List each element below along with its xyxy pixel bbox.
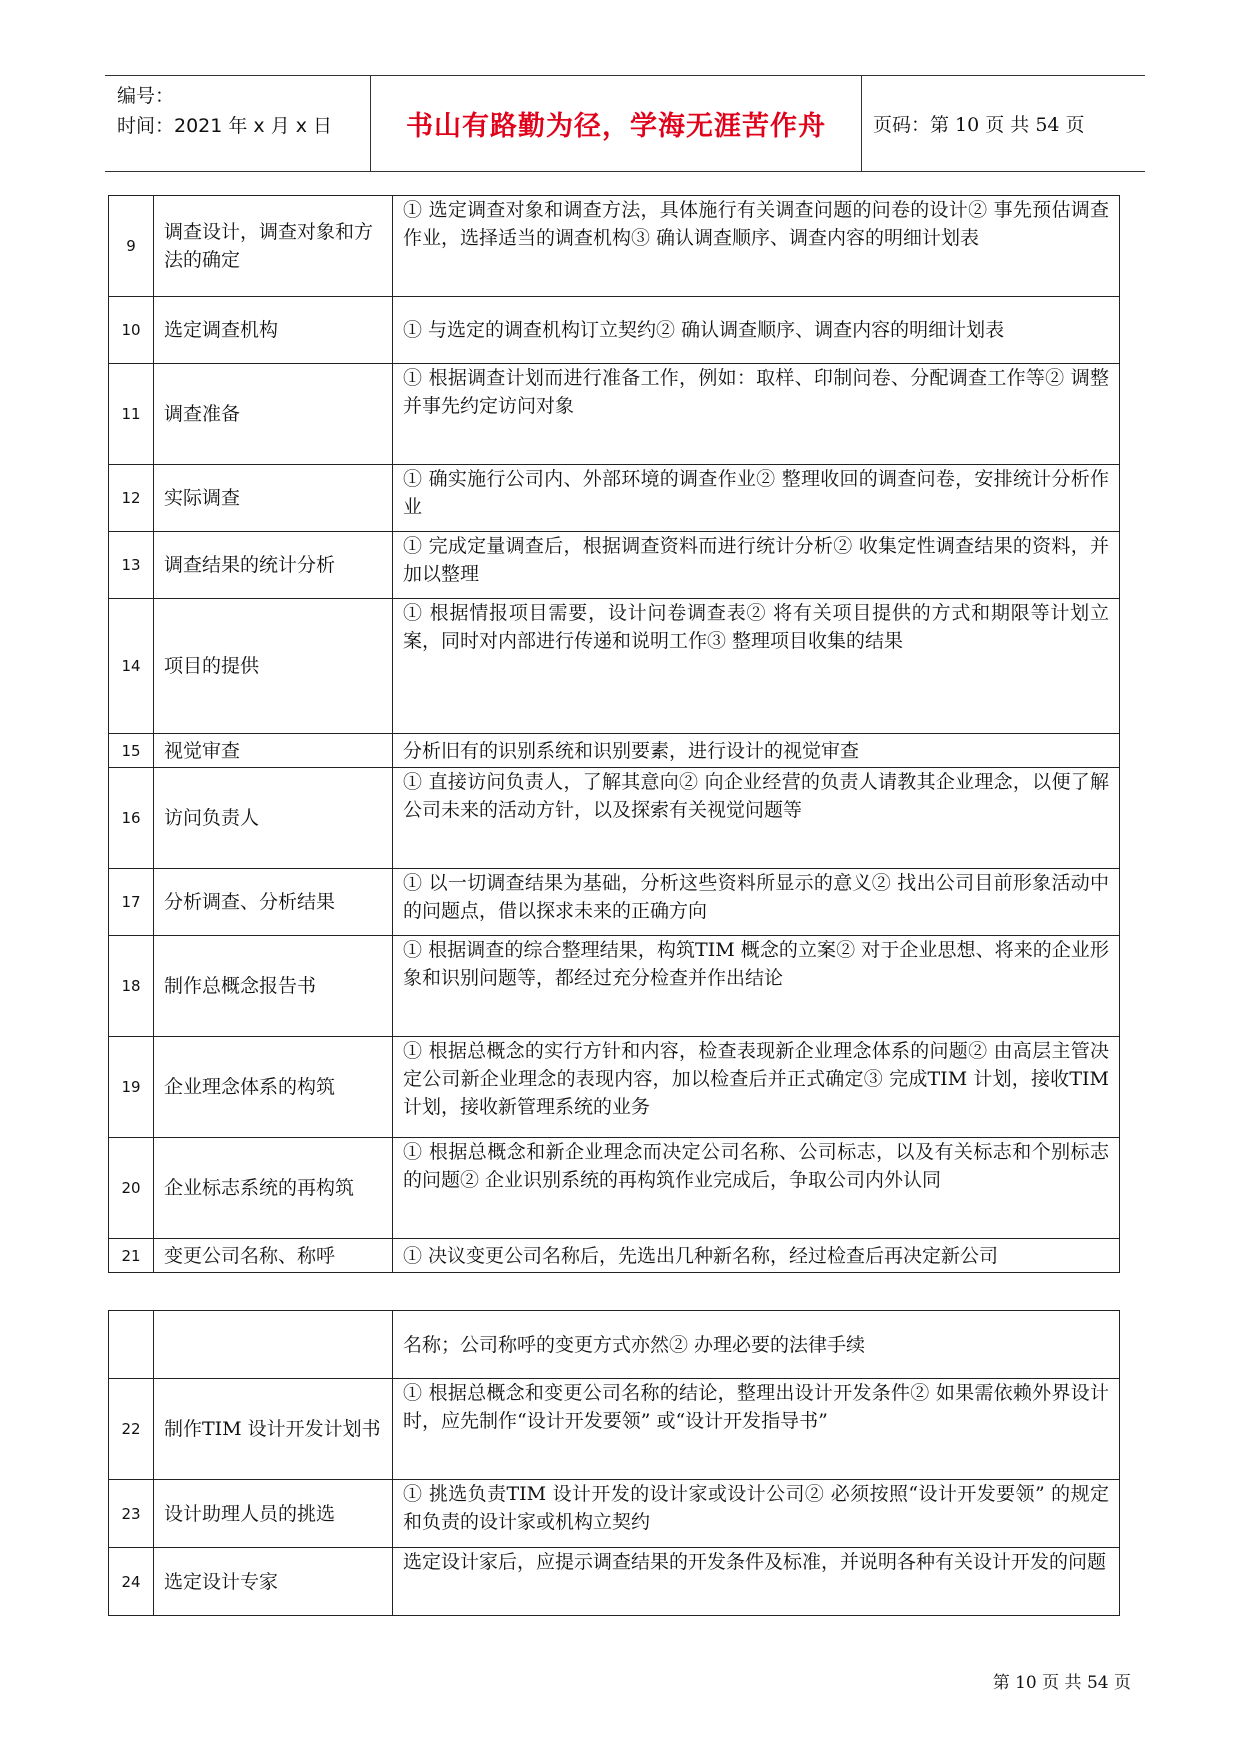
row-item: 访问负责人 <box>154 768 393 869</box>
table-row <box>109 1548 1120 1616</box>
row-description: ① 根据总概念和新企业理念而决定公司名称、公司标志，以及有关标志和个别标志的问题② 企业识别系统的再构筑作业完成后，争取公司内外认同 <box>393 1138 1120 1239</box>
row-number: 22 <box>109 1379 154 1480</box>
table-row <box>109 734 1120 768</box>
row-item: 选定设计专家 <box>154 1548 393 1616</box>
row-number: 23 <box>109 1480 154 1548</box>
row-description: ① 根据情报项目需要，设计问卷调查表② 将有关项目提供的方式和期限等计划立案，同时对内部进行传递和说明工作③ 整理项目收集的结果 <box>393 599 1120 734</box>
row-item <box>154 1311 393 1379</box>
row-item: 企业标志系统的再构筑 <box>154 1138 393 1239</box>
row-number: 10 <box>109 297 154 364</box>
table-row <box>109 196 1120 297</box>
header-motto: 书山有路勤为径，学海无涯苦作舟 <box>370 76 862 171</box>
row-description: ① 选定调查对象和调查方法，具体施行有关调查问题的问卷的设计② 事先预估调查作业，选择适当的调查机构③ 确认调查顺序、调查内容的明细计划表 <box>393 196 1120 297</box>
table-row <box>109 869 1120 936</box>
row-number: 24 <box>109 1548 154 1616</box>
header-page-indicator: 页码：第 10 页 共 54 页 <box>873 114 1085 136</box>
row-description: ① 以一切调查结果为基础，分析这些资料所显示的意义② 找出公司目前形象活动中的问题点，借以探求未来的正确方向 <box>393 869 1120 936</box>
row-item: 视觉审查 <box>154 734 393 768</box>
table-row <box>109 297 1120 364</box>
row-item: 企业理念体系的构筑 <box>154 1037 393 1138</box>
row-description: ① 直接访问负责人，了解其意向② 向企业经营的负责人请教其企业理念，以便了解公司未来的活动方针，以及探索有关视觉问题等 <box>393 768 1120 869</box>
row-number: 15 <box>109 734 154 768</box>
row-description: ① 根据总概念和变更公司名称的结论，整理出设计开发条件② 如果需依赖外界设计时，应先制作“设计开发要领” 或“设计开发指导书” <box>393 1379 1120 1480</box>
row-number: 12 <box>109 465 154 532</box>
row-description: 选定设计家后，应提示调查结果的开发条件及标准，并说明各种有关设计开发的问题 <box>393 1548 1120 1616</box>
table-row <box>109 1379 1120 1480</box>
row-description: ① 挑选负责TIM 设计开发的设计家或设计公司② 必须按照“设计开发要领” 的规定和负责的设计家或机构立契约 <box>393 1480 1120 1548</box>
row-item: 制作TIM 设计开发计划书 <box>154 1379 393 1480</box>
row-number: 17 <box>109 869 154 936</box>
row-item: 制作总概念报告书 <box>154 936 393 1037</box>
page-header <box>105 75 1145 172</box>
row-description: ① 根据总概念的实行方针和内容，检查表现新企业理念体系的问题② 由高层主管决定公司新企业理念的表现内容，加以检查后并正式确定③ 完成TIM 计划，接收TIM 计划，接收新管理系统的业务 <box>393 1037 1120 1138</box>
row-description: ① 确实施行公司内、外部环境的调查作业② 整理收回的调查问卷，安排统计分析作业 <box>393 465 1120 532</box>
table-row <box>109 599 1120 734</box>
table-row <box>109 1480 1120 1548</box>
table-row <box>109 1037 1120 1138</box>
row-number: 9 <box>109 196 154 297</box>
row-item: 设计助理人员的挑选 <box>154 1480 393 1548</box>
row-description: 名称；公司称呼的变更方式亦然② 办理必要的法律手续 <box>393 1311 1120 1379</box>
row-number: 14 <box>109 599 154 734</box>
plan-table-continued <box>108 1310 1120 1616</box>
doc-number-label: 编号： <box>117 85 175 107</box>
row-item: 实际调查 <box>154 465 393 532</box>
row-description: ① 根据调查的综合整理结果，构筑TIM 概念的立案② 对于企业思想、将来的企业形象和识别问题等，都经过充分检查并作出结论 <box>393 936 1120 1037</box>
row-item: 调查结果的统计分析 <box>154 532 393 599</box>
header-meta <box>117 81 332 141</box>
row-description: ① 完成定量调查后，根据调查资料而进行统计分析② 收集定性调查结果的资料，并加以整理 <box>393 532 1120 599</box>
row-item: 调查设计，调查对象和方法的确定 <box>154 196 393 297</box>
table-row <box>109 768 1120 869</box>
table-row <box>109 364 1120 465</box>
row-number: 16 <box>109 768 154 869</box>
row-description: ① 根据调查计划而进行准备工作，例如：取样、印制问卷、分配调查工作等② 调整并事先约定访问对象 <box>393 364 1120 465</box>
table-row <box>109 1239 1120 1273</box>
row-item: 选定调查机构 <box>154 297 393 364</box>
doc-time-label: 时间：2021 年 x 月 x 日 <box>117 115 333 137</box>
row-number: 18 <box>109 936 154 1037</box>
row-item: 调查准备 <box>154 364 393 465</box>
table-row <box>109 532 1120 599</box>
page-footer-number: 第 10 页 共 54 页 <box>992 1673 1131 1693</box>
row-description: ① 与选定的调查机构订立契约② 确认调查顺序、调查内容的明细计划表 <box>393 297 1120 364</box>
row-item: 分析调查、分析结果 <box>154 869 393 936</box>
row-number <box>109 1311 154 1379</box>
table-row <box>109 1311 1120 1379</box>
row-number: 13 <box>109 532 154 599</box>
table-row <box>109 465 1120 532</box>
row-item: 变更公司名称、称呼 <box>154 1239 393 1273</box>
row-number: 20 <box>109 1138 154 1239</box>
row-description: ① 决议变更公司名称后，先选出几种新名称，经过检查后再决定新公司 <box>393 1239 1120 1273</box>
row-number: 21 <box>109 1239 154 1273</box>
row-number: 19 <box>109 1037 154 1138</box>
table-row <box>109 1138 1120 1239</box>
row-number: 11 <box>109 364 154 465</box>
table-row <box>109 936 1120 1037</box>
row-item: 项目的提供 <box>154 599 393 734</box>
row-description: 分析旧有的识别系统和识别要素，进行设计的视觉审查 <box>393 734 1120 768</box>
plan-table-main <box>108 195 1120 1273</box>
